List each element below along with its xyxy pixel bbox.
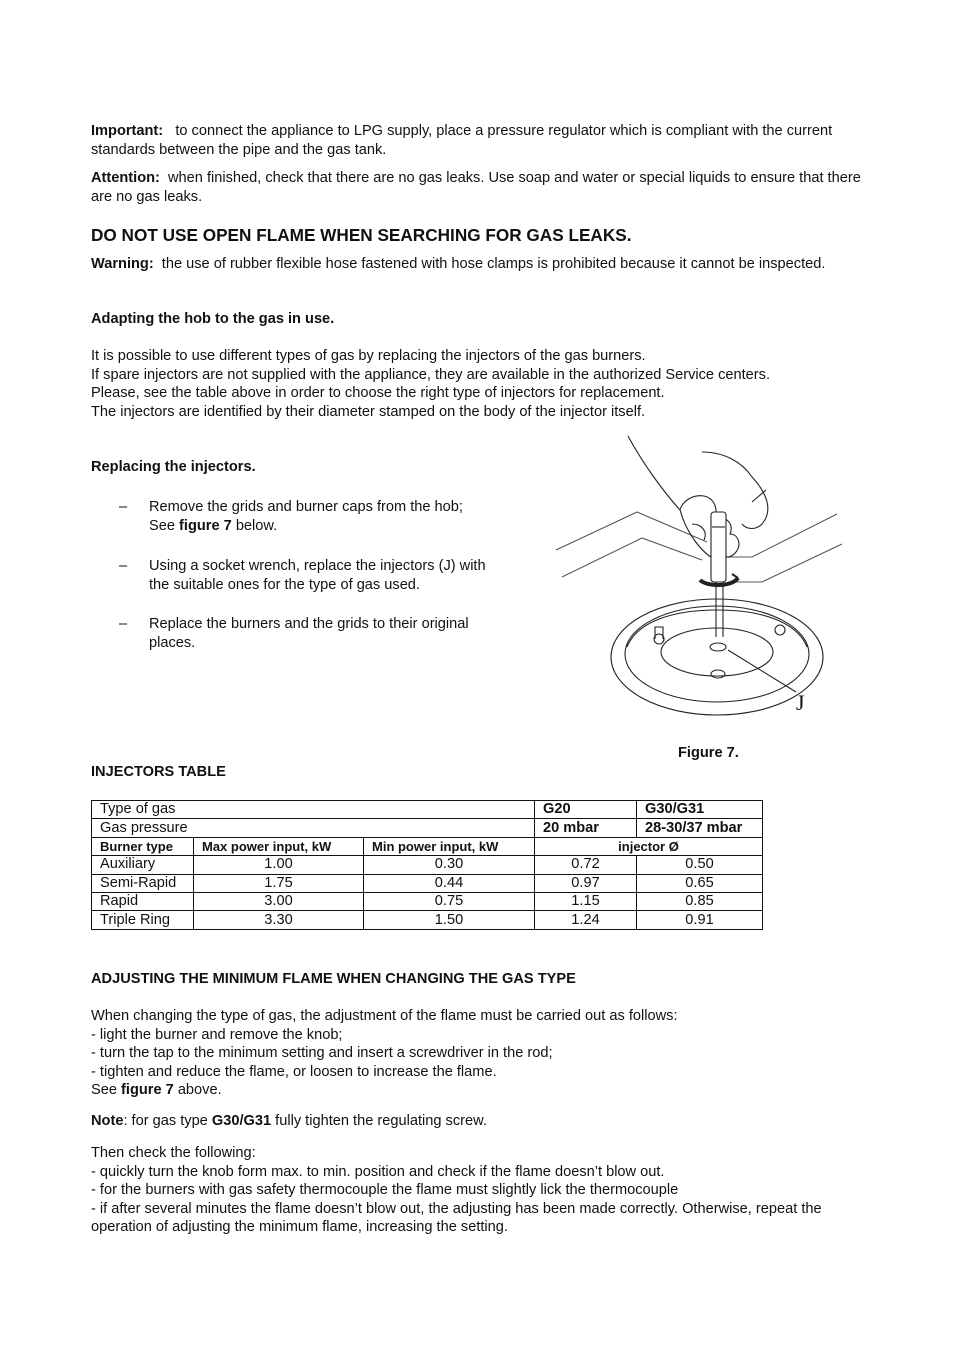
see-text: See [91, 1082, 117, 1099]
table-cell: 28-30/37 mbar [637, 819, 763, 837]
table-row [92, 801, 763, 819]
table-header-cell: Burner type [92, 837, 194, 855]
adapting-section [91, 310, 861, 329]
table-cell: 0.65 [637, 874, 763, 892]
table-cell: Triple Ring [92, 911, 194, 929]
adapting-line: If spare injectors are not supplied with the appliance, they are available in the authorized Service centers. [91, 366, 771, 383]
adapting-heading: Adapting the hob to the gas in use. [91, 311, 335, 327]
injectors-table-section [91, 763, 861, 782]
table-cell: 0.72 [535, 856, 637, 874]
hand-drawing [628, 436, 768, 558]
min-flame-line: - light the burner and remove the knob; [91, 1026, 343, 1043]
warning-text: the use of rubber flexible hose fastened with hose clamps is prohibited because it cannot be inspected. [161, 256, 826, 272]
check-section [91, 1144, 861, 1237]
table-cell: 20 mbar [535, 819, 637, 837]
adapting-line: It is possible to use different types of gas by replacing the injectors of the gas burners. [91, 348, 646, 364]
see-figure-line [91, 1081, 861, 1100]
note-line [91, 1112, 861, 1131]
list-item-text: Remove the grids and burner caps from the hob; [149, 499, 463, 515]
burner-base [611, 599, 823, 715]
table-cell: Type of gas [92, 801, 535, 819]
table-header-row [92, 837, 763, 855]
table-cell: 0.85 [637, 892, 763, 910]
see-text: above. [177, 1082, 222, 1099]
warning-label: Warning: [91, 256, 154, 272]
list-item-text: below. [235, 517, 278, 534]
table-cell: 0.44 [364, 874, 535, 892]
min-flame-line: When changing the type of gas, the adjustment of the flame must be carried out as follows: [91, 1008, 678, 1024]
gas-type: G30/G31 [211, 1113, 272, 1129]
callout-line [728, 650, 796, 692]
table-cell: G20 [535, 801, 637, 819]
list-item-text: Using a socket wrench, replace the injectors (J) with the suitable ones for the type of gas used. [149, 558, 486, 593]
min-flame-line: - tighten and reduce the flame, or loosen to increase the flame. [91, 1063, 497, 1080]
injectors-table [91, 800, 763, 930]
check-line: - quickly turn the knob form max. to min. position and check if the flame doesn’t blow out. [91, 1163, 665, 1180]
important-note [91, 122, 861, 159]
table-cell: 1.24 [535, 911, 637, 929]
check-line: Then check the following: [91, 1145, 256, 1161]
attention-label: Attention: [91, 170, 160, 186]
table-cell: Gas pressure [92, 819, 535, 837]
table-header-cell: Max power input, kW [194, 837, 364, 855]
table-row [92, 856, 763, 874]
table-cell: Auxiliary [92, 856, 194, 874]
note-text: : for gas type [123, 1113, 208, 1129]
min-flame-line: - turn the tap to the minimum setting and insert a screwdriver in the rod; [91, 1045, 553, 1062]
table-cell: 1.00 [194, 856, 364, 874]
warning-note [91, 255, 861, 274]
table-cell: 0.75 [364, 892, 535, 910]
table-cell: 0.50 [637, 856, 763, 874]
check-line: - if after several minutes the flame doesn’t blow out, the adjusting has been made correctly. Otherwise, repeat the operation of adjusting the minimum flame, increasing the setting. [91, 1200, 822, 1236]
table-cell: 3.30 [194, 911, 364, 929]
table-cell: 0.91 [637, 911, 763, 929]
table-cell: Rapid [92, 892, 194, 910]
attention-note [91, 169, 861, 206]
figure-caption: Figure 7. [678, 745, 739, 761]
injectors-table-title: INJECTORS TABLE [91, 764, 226, 780]
min-flame-heading: ADJUSTING THE MINIMUM FLAME WHEN CHANGING THE GAS TYPE [91, 971, 576, 987]
adapting-line: The injectors are identified by their diameter stamped on the body of the injector itself. [91, 403, 646, 420]
table-row [92, 892, 763, 910]
socket-wrench [700, 512, 738, 637]
table-header-cell: injector Ø [535, 837, 763, 855]
note-label: Note [91, 1113, 124, 1129]
table-cell: 1.75 [194, 874, 364, 892]
table-header-cell: Min power input, kW [364, 837, 535, 855]
replacing-section [91, 458, 491, 477]
table-cell: Semi-Rapid [92, 874, 194, 892]
replacing-heading: Replacing the injectors. [91, 459, 256, 475]
figure-7-illustration [552, 432, 842, 722]
table-cell: 1.50 [364, 911, 535, 929]
figure-reference: figure 7 [121, 1082, 174, 1099]
list-dash: – [119, 616, 128, 632]
table-cell: 1.15 [535, 892, 637, 910]
figure-reference: figure 7 [179, 517, 232, 534]
list-dash: – [119, 558, 128, 574]
table-cell: 3.00 [194, 892, 364, 910]
table-row [92, 911, 763, 929]
table-cell: 0.30 [364, 856, 535, 874]
table-cell: G30/G31 [637, 801, 763, 819]
check-line: - for the burners with gas safety thermocouple the flame must slightly lick the thermocouple [91, 1182, 679, 1199]
important-label: Important: [91, 123, 164, 139]
attention-text: when finished, check that there are no gas leaks. Use soap and water or special liquids to ensure that there are no gas leaks. [91, 170, 861, 205]
min-flame-body [91, 1007, 861, 1100]
adapting-line: Please, see the table above in order to choose the right type of injectors for replacement. [91, 385, 665, 402]
table-row [92, 874, 763, 892]
min-flame-section [91, 970, 861, 989]
list-item-text: Replace the burners and the grids to their original places. [149, 616, 469, 651]
table-cell: 0.97 [535, 874, 637, 892]
list-item-text: See [149, 517, 175, 534]
leaks-heading: DO NOT USE OPEN FLAME WHEN SEARCHING FOR GAS LEAKS. [91, 225, 632, 245]
note-text: fully tighten the regulating screw. [275, 1113, 487, 1129]
important-text: to connect the appliance to LPG supply, place a pressure regulator which is compliant with the current standards between the pipe and the gas tank. [91, 123, 833, 158]
adapting-body [91, 347, 861, 421]
table-row [92, 819, 763, 837]
hob-edge-lines [556, 512, 842, 582]
list-dash: – [119, 499, 128, 515]
callout-label-j: J [796, 690, 805, 715]
